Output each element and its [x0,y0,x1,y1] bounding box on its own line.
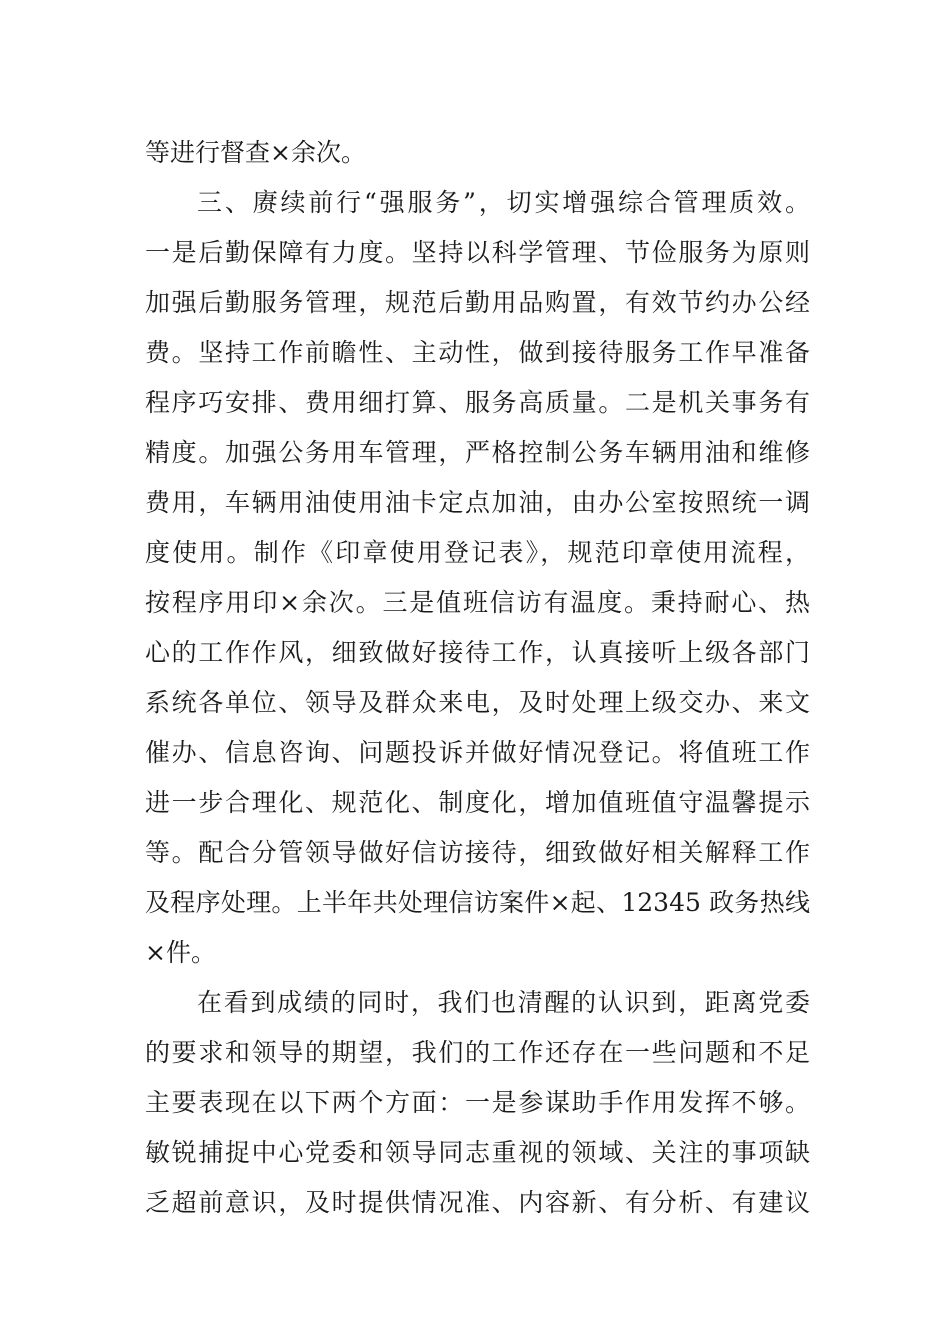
text-line: ×件。 [145,938,216,967]
text-line: 催办、信息咨询、问题投诉并做好情况登记。将值班工作 [145,738,810,767]
text-line: 的要求和领导的期望，我们的工作还存在一些问题和不足 [145,1038,810,1067]
text-line: 主要表现在以下两个方面：一是参谋助手作用发挥不够。 [145,1088,810,1117]
text-line: 及程序处理。上半年共处理信访案件×起、12345 政务热线 [145,888,810,917]
text-line: 精度。加强公务用车管理，严格控制公务车辆用油和维修 [145,438,810,467]
text-line: 费用，车辆用油使用油卡定点加油，由办公室按照统一调 [145,488,810,517]
text-line: 等。配合分管领导做好信访接待，细致做好相关解释工作 [145,838,810,867]
text-line: 一是后勤保障有力度。坚持以科学管理、节俭服务为原则 [145,238,810,267]
text-line: 在看到成绩的同时，我们也清醒的认识到，距离党委 [197,988,810,1017]
text-line: 按程序用印×余次。三是值班信访有温度。秉持耐心、热 [145,588,810,617]
text-line: 系统各单位、领导及群众来电，及时处理上级交办、来文 [145,688,810,717]
text-line: 乏超前意识，及时提供情况准、内容新、有分析、有建议 [145,1188,810,1217]
text-line: 心的工作作风，细致做好接待工作，认真接听上级各部门 [145,638,810,667]
text-line: 进一步合理化、规范化、制度化，增加值班值守温馨提示 [145,788,810,817]
text-line: 费。坚持工作前瞻性、主动性，做到接待服务工作早准备 [145,338,810,367]
text-line: 等进行督查×余次。 [145,138,366,167]
document-body [145,128,810,1228]
text-line: 程序巧安排、费用细打算、服务高质量。二是机关事务有 [145,388,810,417]
text-line: 敏锐捕捉中心党委和领导同志重视的领域、关注的事项缺 [145,1138,810,1167]
text-line: 加强后勤服务管理，规范后勤用品购置，有效节约办公经 [145,288,810,317]
text-line: 三、赓续前行“强服务”，切实增强综合管理质效。 [197,188,810,217]
text-line: 度使用。制作《印章使用登记表》，规范印章使用流程， [145,538,810,567]
